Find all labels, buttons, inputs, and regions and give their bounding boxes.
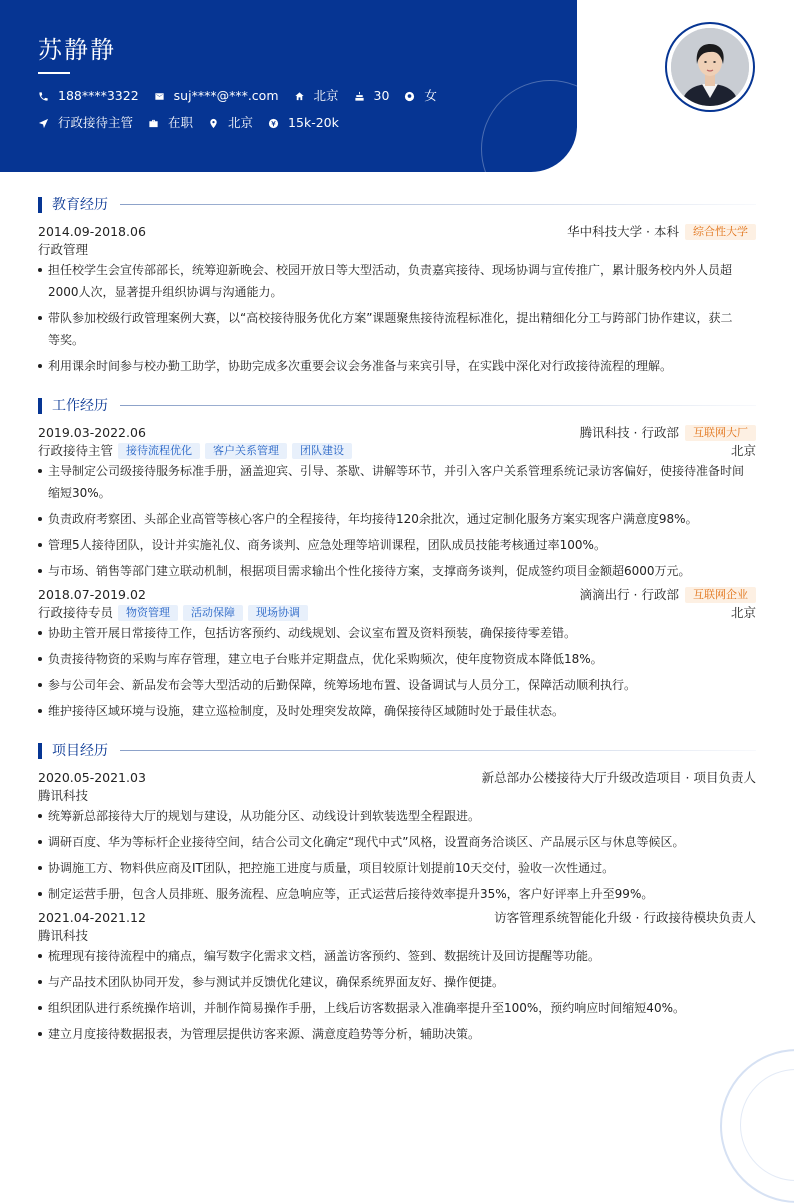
list-item: 与市场、销售等部门建立联动机制，根据项目需求输出个性化接待方案，支撑商务谈判，促成签约项目金额超6000万元。 (38, 560, 744, 582)
work-date: 2019.03-2022.06 (38, 425, 146, 440)
resume-header (0, 0, 577, 172)
section-marker (38, 197, 42, 213)
work-section-header (38, 397, 756, 415)
email-text: suj****@***.com (173, 88, 279, 103)
work-city: 北京 (730, 605, 756, 620)
section-divider (120, 750, 756, 751)
project-bullets (38, 945, 744, 1049)
salary-text: 15k-20k (288, 115, 339, 130)
list-item: 利用课余时间参与校办勤工助学，协助完成多次重要会议会务准备与来宾引导，在实践中深化对行政接待流程的理解。 (38, 355, 744, 377)
name-underline (38, 72, 70, 74)
work-entry-header (38, 586, 756, 604)
section-title: 项目经历 (52, 743, 108, 759)
list-item: 带队参加校级行政管理案例大赛，以“高校接待服务优化方案”课题聚焦接待流程标准化，提出精细化分工与跨部门协作建议，获二等奖。 (38, 307, 744, 351)
phone-icon (38, 91, 49, 102)
city-item (208, 115, 253, 131)
project-section-header (38, 742, 756, 760)
skill-tag: 团队建设 (292, 443, 352, 459)
work-role-row (38, 604, 756, 622)
education-bullets (38, 259, 744, 381)
project-org: 腾讯科技 (38, 788, 89, 803)
status-item (148, 115, 193, 131)
list-item: 主导制定公司级接待服务标准手册，涵盖迎宾、引导、茶歇、讲解等环节，并引入客户关系管理系统记录访客偏好，使接待准备时间缩短30%。 (38, 460, 744, 504)
list-item: 负责政府考察团、头部企业高管等核心客户的全程接待，年均接待120余批次，通过定制化服务方案实现客户满意度98%。 (38, 508, 744, 530)
list-item: 梳理现有接待流程中的痛点，编写数字化需求文档，涵盖访客预约、签到、数据统计及回访提醒等功能。 (38, 945, 744, 967)
age-text: 30 (373, 88, 390, 103)
list-item: 调研百度、华为等标杆企业接待空间，结合公司文化确定“现代中式”风格，设置商务洽谈区、产品展示区与休息等候区。 (38, 831, 744, 853)
company-tag: 互联网大厂 (685, 425, 756, 441)
work-bullets (38, 460, 744, 586)
salary-item (268, 115, 339, 131)
work-bullets (38, 622, 744, 726)
job-title: 行政接待主管 (38, 443, 114, 458)
section-divider (120, 405, 756, 406)
education-date: 2014.09-2018.06 (38, 224, 146, 239)
project-name: 新总部办公楼接待大厅升级改造项目 · 项目负责人 (481, 770, 756, 785)
job-target-text: 行政接待主管 (58, 115, 134, 130)
project-date: 2021.04-2021.12 (38, 910, 146, 925)
list-item: 组织团队进行系统操作培训，并制作简易操作手册，上线后访客数据录入准确率提升至100%，预约响应时间缩短40%。 (38, 997, 744, 1019)
work-date: 2018.07-2019.02 (38, 587, 146, 602)
hometown-text: 北京 (313, 88, 339, 103)
gender-item (404, 88, 437, 104)
job-title: 行政接待专员 (38, 605, 114, 620)
project-bullets (38, 805, 744, 909)
skill-tag: 物资管理 (118, 605, 178, 621)
skill-tag: 客户关系管理 (205, 443, 287, 459)
list-item: 参与公司年会、新品发布会等大型活动的后勤保障，统筹场地布置、设备调试与人员分工，保障活动顺利执行。 (38, 674, 744, 696)
age-item (354, 88, 390, 104)
contact-row (38, 88, 452, 104)
avatar-portrait (671, 28, 749, 106)
project-org-row (38, 927, 756, 945)
money-icon (268, 118, 279, 129)
job-target-item (38, 115, 133, 131)
cake-icon (354, 91, 365, 102)
location-pin-icon (208, 118, 219, 129)
status-text: 在职 (168, 115, 194, 130)
list-item: 维护接待区域环境与设施，建立巡检制度，及时处理突发故障，确保接待区域随时处于最佳状态。 (38, 700, 744, 722)
list-item: 协助主管开展日常接待工作，包括访客预约、动线规划、会议室布置及资料预装，确保接待零差错。 (38, 622, 744, 644)
education-major: 行政管理 (38, 242, 89, 257)
work-entry-header (38, 424, 756, 442)
job-intent-row (38, 115, 354, 131)
list-item: 负责接待物资的采购与库存管理，建立电子台账并定期盘点，优化采购频次，使年度物资成本降低18%。 (38, 648, 744, 670)
company-name: 滴滴出行 · 行政部 (579, 587, 679, 602)
list-item: 制定运营手册，包含人员排班、服务流程、应急响应等，正式运营后接待效率提升35%，客户好评率上升至99%。 (38, 883, 744, 905)
email-item (154, 88, 279, 104)
candidate-name: 苏静静 (38, 36, 116, 64)
project-date: 2020.05-2021.03 (38, 770, 146, 785)
project-entry-header (38, 769, 756, 787)
gender-icon (404, 91, 415, 102)
briefcase-icon (148, 118, 159, 129)
city-text: 北京 (228, 115, 254, 130)
skill-tag: 接待流程优化 (118, 443, 200, 459)
phone-item (38, 88, 139, 104)
home-icon (294, 91, 305, 102)
education-entry-header (38, 223, 756, 241)
project-org: 腾讯科技 (38, 928, 89, 943)
email-icon (154, 91, 165, 102)
work-city: 北京 (730, 443, 756, 458)
avatar (671, 28, 749, 106)
list-item: 与产品技术团队协同开发，参与测试并反馈优化建议，确保系统界面友好、操作便捷。 (38, 971, 744, 993)
list-item: 担任校学生会宣传部部长，统筹迎新晚会、校园开放日等大型活动，负责嘉宾接待、现场协调与宣传推广，累计服务校内外人员超2000人次，显著提升组织协调与沟通能力。 (38, 259, 744, 303)
work-role-row (38, 442, 756, 460)
gender-text: 女 (424, 88, 437, 103)
education-major-row (38, 241, 756, 259)
section-divider (120, 204, 756, 205)
header-decor-circle (481, 80, 577, 172)
list-item: 管理5人接待团队，设计并实施礼仪、商务谈判、应急处理等培训课程，团队成员技能考核通过率100%。 (38, 534, 744, 556)
project-name: 访客管理系统智能化升级 · 行政接待模块负责人 (494, 910, 756, 925)
company-name: 腾讯科技 · 行政部 (579, 425, 679, 440)
project-org-row (38, 787, 756, 805)
phone-text: 188****3322 (58, 88, 139, 103)
skill-tag: 现场协调 (248, 605, 308, 621)
list-item: 统筹新总部接待大厅的规划与建设，从功能分区、动线设计到软装选型全程跟进。 (38, 805, 744, 827)
skill-tag: 活动保障 (183, 605, 243, 621)
section-title: 工作经历 (52, 398, 108, 414)
avatar-frame (665, 22, 755, 112)
section-marker (38, 743, 42, 759)
hometown-item (294, 88, 339, 104)
company-tag: 互联网企业 (685, 587, 756, 603)
send-icon (38, 118, 49, 129)
section-title: 教育经历 (52, 197, 108, 213)
project-entry-header (38, 909, 756, 927)
list-item: 建立月度接待数据报表，为管理层提供访客来源、满意度趋势等分析，辅助决策。 (38, 1023, 744, 1045)
list-item: 协调施工方、物料供应商及IT团队，把控施工进度与质量，项目较原计划提前10天交付，验收一次性通过。 (38, 857, 744, 879)
education-section-header (38, 196, 756, 214)
school-tag: 综合性大学 (685, 224, 756, 240)
section-marker (38, 398, 42, 414)
school-name: 华中科技大学 · 本科 (567, 224, 679, 239)
